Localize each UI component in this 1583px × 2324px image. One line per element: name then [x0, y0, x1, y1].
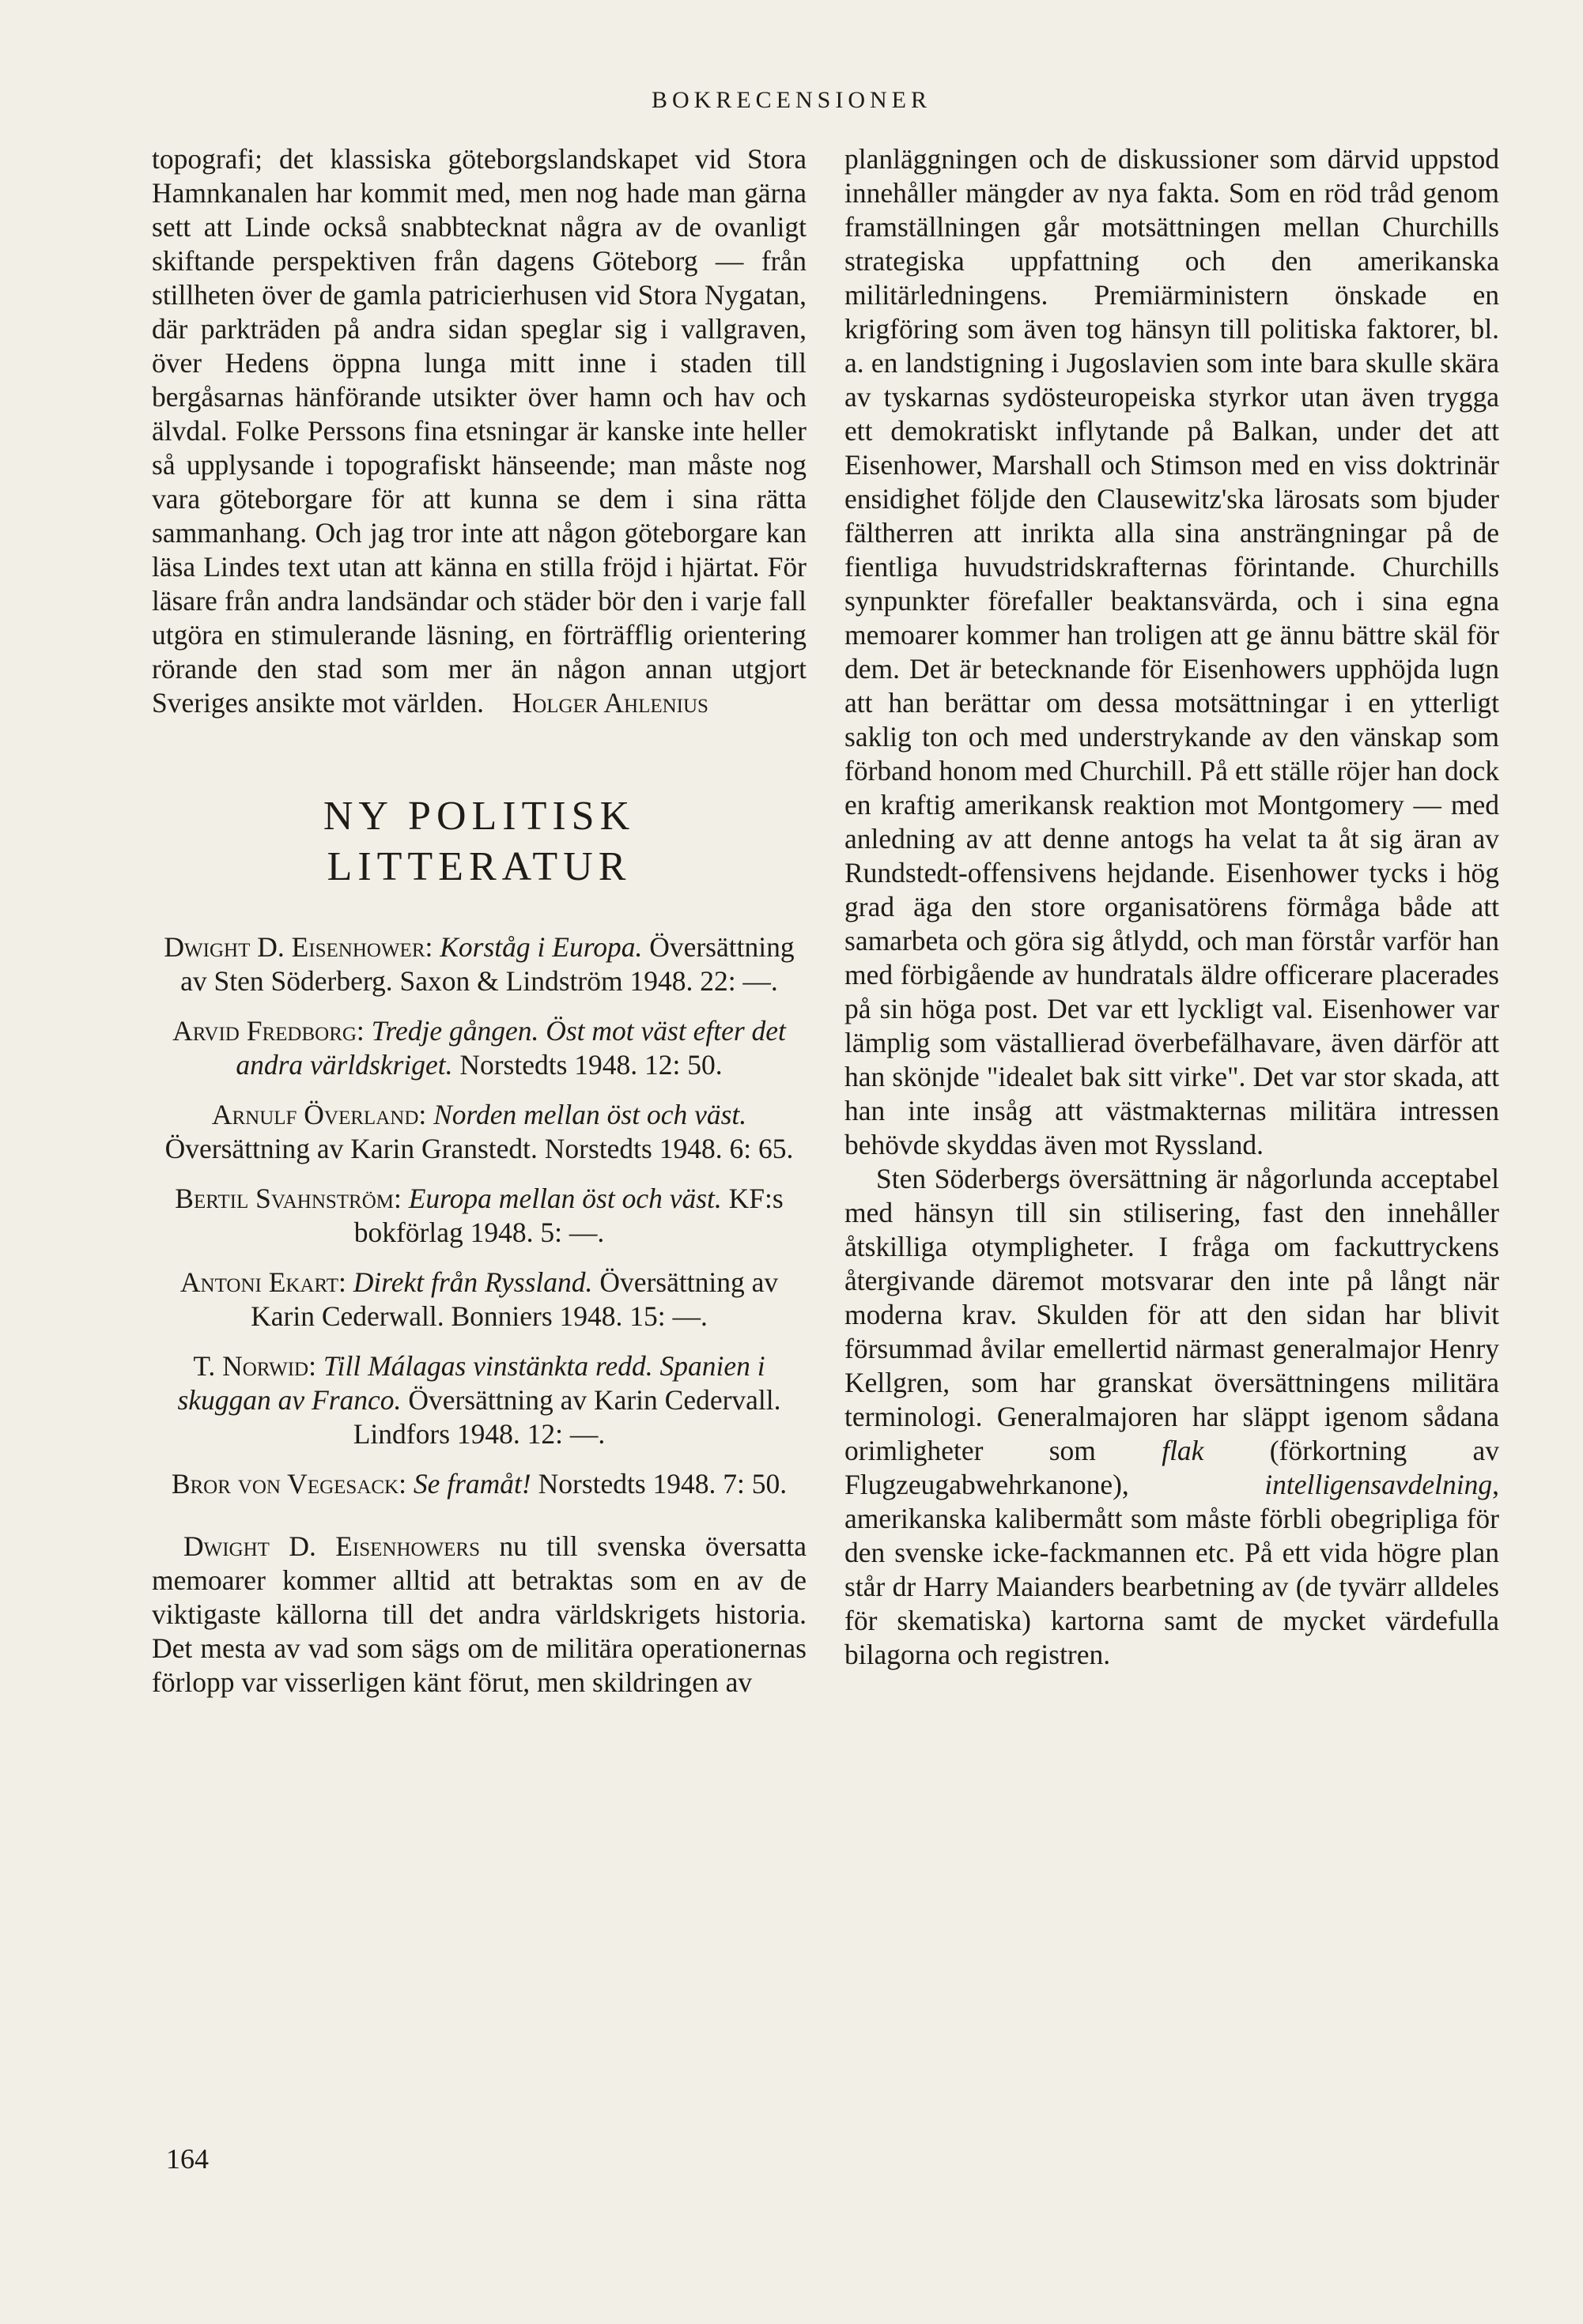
section-title	[152, 791, 807, 892]
book-title: Till Málagas vinstänkta redd. Spanien i skuggan av Franco.	[177, 1350, 765, 1416]
paragraph-2-text-a: Sten Söderbergs översättning är någorlunda acceptabel med hänsyn till sin stilisering, fast den innehåller åtskilliga otympligheter. I fråga om fackuttryckens återgivande däremot motsvarar den inte på långt när moderna krav. Skulden för att den sidan har blivit försummad åvilar emellertid närmast generalmajor Henry Kellgren, som har granskat översättningens militära terminologi. Generalmajoren har släppt igenom sådana orimligheter som	[844, 1163, 1499, 1466]
book-author: Arnulf Överland:	[211, 1099, 427, 1130]
review-opening-text: nu till svenska översatta memoarer kommer alltid att betraktas som en av de viktigaste källorna till det andra världskrigets historia. Det mesta av vad som sägs om de militära operationernas förlopp var visserligen känt förut, men skildringen av	[152, 1530, 807, 1698]
book-entry	[152, 1098, 807, 1166]
reviewer-signature: Holger Ahlenius	[512, 687, 708, 719]
book-entry	[152, 1349, 807, 1451]
section-title-line-2: LITTERATUR	[327, 844, 632, 889]
book-author: T. Norwid:	[193, 1350, 316, 1382]
book-details: Översättning av Karin Cedervall. Lindfors 1948. 12: —.	[353, 1384, 781, 1450]
book-title: Europa mellan öst och väst.	[408, 1183, 722, 1214]
paragraph-2-text-c: , amerikanska kalibermått som måste förbli obegripliga för den svenske icke-fackmannen etc. På ett vida högre plan står dr Harry Maianders bearbetning av (de tyvärr alldeles för skematiska) kartorna samt de mycket värdefulla bilagorna och registren.	[844, 1469, 1499, 1670]
section-title-line-1: NY POLITISK	[323, 794, 636, 839]
book-entry	[152, 1014, 807, 1082]
page-number: 164	[166, 2143, 209, 2175]
book-author: Dwight D. Eisenhower:	[164, 931, 433, 963]
review-paragraph-1: planläggningen och de diskussioner som därvid uppstod innehåller mängder av nya fakta. Som en röd tråd genom framställningen går motsättningen mellan Churchills strategiska uppfattning och den amerikanska militärledningens. Premiärministern önskade en krigföring som även tog hänsyn till politiska faktorer, bl. a. en landstigning i Jugoslavien som inte bara skulle skära av tyskarnas sydösteuropeiska styrkor utan även trygga ett demokratiskt inflytande på Balkan, under det att Eisenhower, Marshall och Stimson med en viss doktrinär ensidighet följde den Clausewitz'ska lärosats som bjuder fältherren att inrikta alla sina ansträngningar på de fientliga huvudstridskrafternas förintande. Churchills synpunkter förefaller beaktansvärda, och i sina egna memoarer kommer han troligen att ge ännu bättre skäl för dem. Det är betecknande för Eisenhowers upphöjda lugn att han berättar om dessa motsättningar i en ytterligt saklig ton och med understrykande av den vänskap som förband honom med Churchill. På ett ställe röjer han dock en kraftig amerikansk reaktion mot Montgomery — med anledning av att denne antogs ha velat ta åt sig äran av Rundstedt-offensivens hejdande. Eisenhower tycks i hög grad äga den store organisatörens förmåga både att samarbeta och göra sig åtlydd, och man förstår varför han med förbigående av hundratals äldre officerare placerades på sin höga post. Det var ett lyckligt val. Eisenhower var lämplig som västallierad överbefälhavare, även därför att han skönjde "idealet bak sitt virke". Det var stor skada, att han inte insåg att västmakternas militära intressen behövde skyddas även mot Ryssland.	[844, 143, 1499, 1160]
book-author: Antoni Ekart:	[179, 1266, 346, 1298]
book-title: Direkt från Ryssland.	[353, 1266, 593, 1298]
review-lead-name: Dwight D. Eisenhowers	[183, 1530, 480, 1562]
book-details: Översättning av Karin Cederwall. Bonniers 1948. 15: —.	[251, 1266, 779, 1332]
review-opening	[152, 1530, 807, 1700]
right-column	[844, 142, 1499, 1672]
term-intelligensavdelning: intelligensavdelning	[1264, 1469, 1493, 1500]
book-title: Norden mellan öst och väst.	[433, 1099, 747, 1130]
review-paragraph-2	[844, 1162, 1499, 1672]
book-title: Tredje gången. Öst mot väst efter det andra världskriget.	[236, 1015, 786, 1081]
left-column	[152, 142, 807, 1700]
book-author: Arvid Fredborg:	[172, 1015, 365, 1047]
review-continuation	[152, 142, 807, 720]
book-details: Norstedts 1948. 12: 50.	[459, 1049, 723, 1081]
book-entry	[152, 1467, 807, 1501]
book-title: Korståg i Europa.	[440, 931, 643, 963]
book-title: Se framåt!	[413, 1468, 531, 1500]
book-details: Översättning av Sten Söderberg. Saxon & Lindström 1948. 22: —.	[180, 931, 795, 997]
book-entry	[152, 1266, 807, 1334]
book-details: Översättning av Karin Granstedt. Norstedts 1948. 6: 65.	[164, 1133, 794, 1164]
term-flak: flak	[1162, 1435, 1204, 1466]
book-details: Norstedts 1948. 7: 50.	[538, 1468, 788, 1500]
book-author: Bror von Vegesack:	[171, 1468, 406, 1500]
book-author: Bertil Svahnström:	[175, 1183, 402, 1214]
book-list	[152, 930, 807, 1501]
paragraph-2-text-b: (förkortning av Flugzeugabwehrkanone),	[844, 1435, 1499, 1500]
running-head: BOKRECENSIONER	[651, 87, 931, 113]
review-continuation-text: topografi; det klassiska göteborgslandskapet vid Stora Hamnkanalen har kommit med, men nog hade man gärna sett att Linde också snabbtecknat några av de ovanligt skiftande perspektiven från dagens Göteborg — från stillheten över de gamla patricierhusen vid Stora Nygatan, där parkträden på andra sidan speglar sig i vallgraven, över Hedens öppna lunga mitt inne i staden till bergåsarnas hänförande utsikter över hamn och hav och älvdal. Folke Perssons fina etsningar är kanske inte heller så upplysande i topografiskt hänseende; man måste nog vara göteborgare för att kunna se dem i sina rätta sammanhang. Och jag tror inte att någon göteborgare kan läsa Lindes text utan att känna en stilla fröjd i hjärtat. För läsare från andra landsändar och städer bör den i varje fall utgöra en stimulerande läsning, en förträfflig orientering rörande den stad som mer än någon annan utgjort Sveriges ansikte mot världen.	[152, 143, 807, 719]
book-entry	[152, 930, 807, 998]
book-entry	[152, 1182, 807, 1250]
book-details: KF:s bokförlag 1948. 5: —.	[353, 1183, 784, 1248]
